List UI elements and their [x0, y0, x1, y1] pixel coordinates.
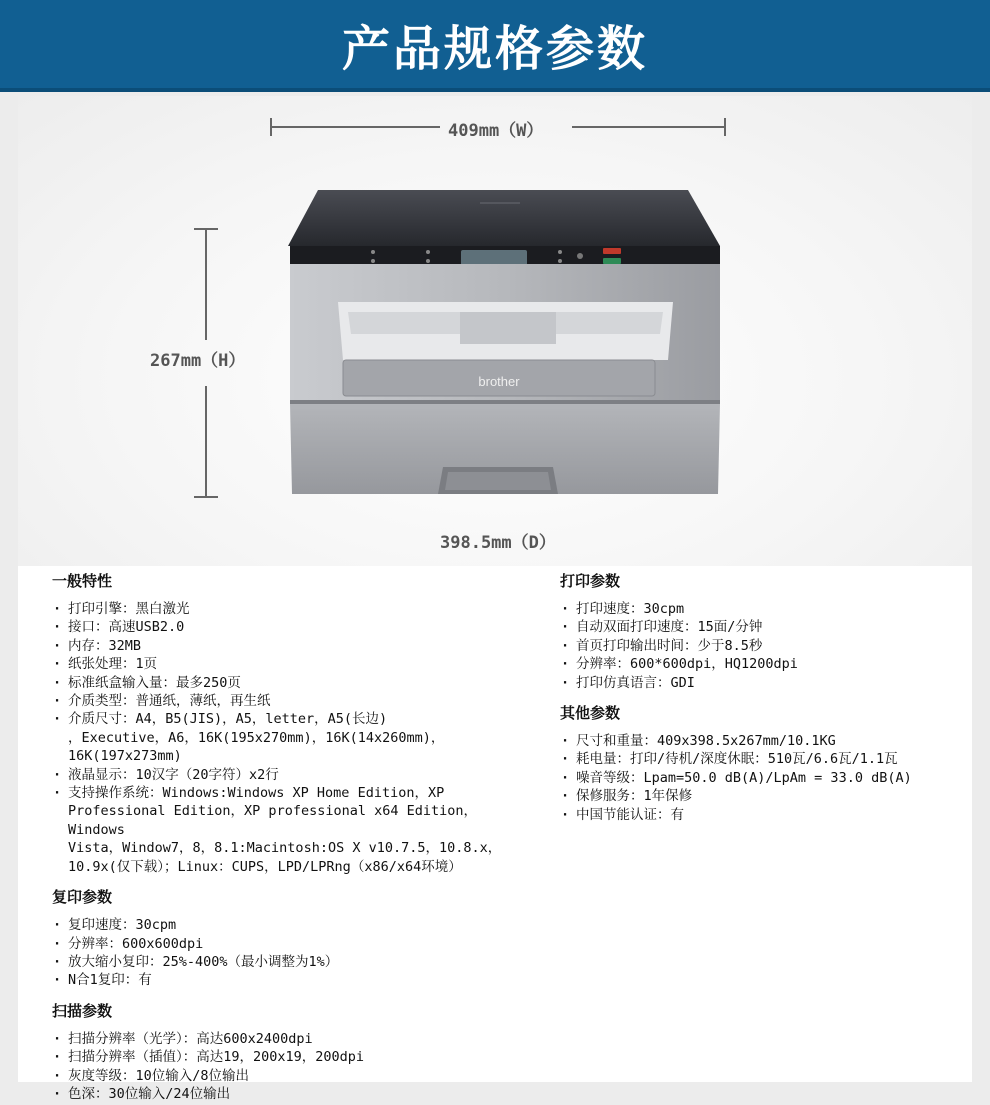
height-dim-tick-bottom — [194, 496, 218, 498]
specs-right-column — [560, 570, 960, 834]
copy-list — [52, 916, 532, 990]
list-item-continued: 10.9x(仅下载）；Linux：CUPS，LPD/LPRng（x86/x64环境） — [68, 858, 462, 875]
list-item: · 分辨率：600*600dpi，HQ1200dpi — [560, 655, 960, 673]
width-dim-tick-right — [724, 118, 726, 136]
list-item: · 保修服务：1年保修 — [560, 787, 960, 805]
section-copy — [52, 886, 532, 990]
section-print — [560, 570, 960, 692]
list-item: · 介质类型：普通纸，薄纸，再生纸 — [52, 692, 532, 710]
width-dim-line-left — [270, 126, 440, 128]
list-item: · N合1复印：有 — [52, 971, 532, 989]
list-item: · 标准纸盒输入量：最多250页 — [52, 674, 532, 692]
list-item-continued: Vista，Window7，8，8.1:Macintosh:OS X v10.7.5，10.8.x， — [68, 840, 502, 857]
list-item: · 接口：高速USB2.0 — [52, 618, 532, 636]
list-item: · 分辨率：600x600dpi — [52, 935, 532, 953]
specs-left-column — [52, 570, 532, 1105]
list-item: · 色深：30位输入/24位输出 — [52, 1085, 532, 1103]
printer-brand-logo: brother — [478, 374, 520, 389]
print-list — [560, 600, 960, 692]
product-image-area — [18, 96, 972, 566]
list-item: · 打印速度：30cpm — [560, 600, 960, 618]
page-title: 产品规格参数 — [341, 20, 648, 77]
content-panel — [18, 96, 972, 1102]
list-item: · 自动双面打印速度：15面/分钟 — [560, 618, 960, 636]
height-dim-line-top — [205, 228, 207, 340]
list-item: · 放大缩小复印：25%-400%（最小调整为1%） — [52, 953, 532, 971]
list-item: · 打印引擎：黑白激光 — [52, 600, 532, 618]
height-dim-label: 267mm（H） — [150, 351, 246, 371]
section-general — [52, 570, 532, 876]
list-item: · 灰度等级：10位输入/8位输出 — [52, 1067, 532, 1085]
section-scan — [52, 1000, 532, 1104]
list-item: · 扫描分辨率（光学）：高达600x2400dpi — [52, 1030, 532, 1048]
list-item-continued: ，Executive，A6，16K(195x270mm)，16K(14x260mm)，16K(197x273mm) — [68, 729, 445, 765]
list-item: · 支持操作系统：Windows:Windows XP Home Edition，XP — [52, 784, 532, 802]
list-item: · 噪音等级：Lpam=50.0 dB(A)/LpAm = 33.0 dB(A) — [560, 769, 960, 787]
section-title-general: 一般特性 — [52, 572, 113, 590]
list-item: · 首页打印输出时间：少于8.5秒 — [560, 637, 960, 655]
list-item: · 扫描分辨率（插值）：高达19，200x19，200dpi — [52, 1048, 532, 1066]
section-title-copy: 复印参数 — [52, 888, 113, 907]
list-item: · 复印速度：30cpm — [52, 916, 532, 934]
list-item: · 中国节能认证：有 — [560, 806, 960, 824]
width-dim-line-right — [572, 126, 726, 128]
scan-list — [52, 1030, 532, 1104]
list-item: · 耗电量：打印/待机/深度休眠：510瓦/6.6瓦/1.1瓦 — [560, 750, 960, 768]
list-item: · 液晶显示：10汉字（20字符）x2行 — [52, 766, 532, 784]
height-dim-line-bottom — [205, 386, 207, 498]
section-title-other: 其他参数 — [560, 704, 621, 723]
general-list — [52, 600, 532, 876]
list-item: · 纸张处理：1页 — [52, 655, 532, 673]
depth-dim-label: 398.5mm（D） — [440, 533, 556, 553]
list-item: · 尺寸和重量：409x398.5x267mm/10.1KG — [560, 732, 960, 750]
section-other — [560, 702, 960, 824]
header-banner — [0, 0, 990, 92]
other-list — [560, 732, 960, 824]
width-dim-label: 409mm（W） — [448, 121, 544, 141]
list-item: · 内存：32MB — [52, 637, 532, 655]
list-item: · 打印仿真语言：GDI — [560, 674, 960, 692]
section-title-scan: 扫描参数 — [52, 1001, 113, 1020]
printer-image — [268, 184, 728, 502]
list-item-continued: Professional Edition，XP professional x64 Edition，Windows — [68, 803, 478, 838]
list-item: · 介质尺寸：A4，B5(JIS)，A5，letter，A5(长边) — [52, 710, 532, 728]
section-title-print: 打印参数 — [560, 572, 621, 590]
